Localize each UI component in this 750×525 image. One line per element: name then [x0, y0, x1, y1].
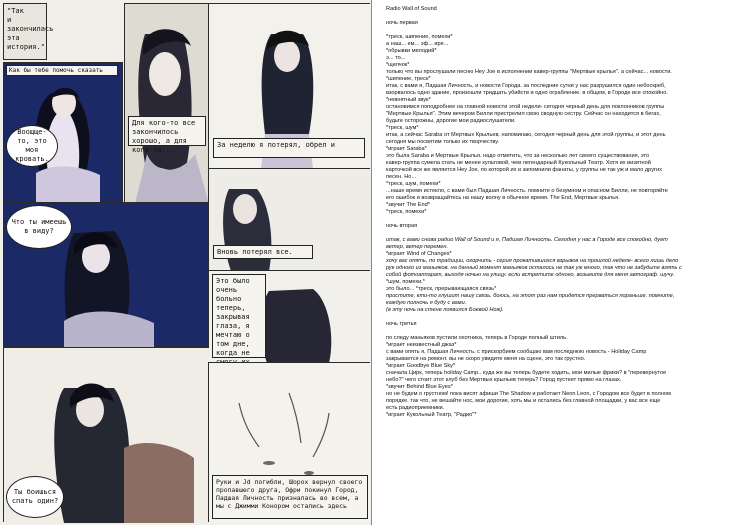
comic-panel-3: [124, 3, 208, 203]
transcript-line: *играет Кукольный Театр, "Радио"*: [386, 412, 477, 418]
transcript-line: его ошибок и возвращайтесь на нашу волну в обычное время. The End, Мертвые крылья.: [386, 195, 620, 201]
transcript-line: *звучит The End*: [386, 202, 430, 208]
transcript-line: собой фотоаппарат, выходя ночью на улицу. если встретите одного, возьмите для меня автограф. шучу.: [386, 272, 675, 278]
transcript-line: это была Saraba и Мертвые Крылья. надо отметить, что за несколько лет своего существования, это: [386, 153, 650, 159]
comic-panel-5: [3, 202, 208, 347]
transcript-line: сегодня мы посвятим только их творчеству.: [386, 139, 500, 145]
transcript-line: песен. Но...: [386, 174, 417, 180]
transcript-line: это было... *треск, прерывающаяся связь*: [386, 286, 497, 292]
transcript-line: но не будем о грустном! пока висят афиши The Shadow и работает Neon Leon, с Городом все будет в полном: [386, 391, 671, 397]
transcript-line: *играет Goodbye Blue Sky*: [386, 363, 456, 369]
comic-panel-2: [3, 62, 123, 202]
comic-panel-6: [208, 168, 370, 270]
transcript-line: будьте осторожны, дорогие мои радиослушатели.: [386, 118, 516, 124]
transcript-line: порядке. так что, не вешайте нос, мои дорогие, хоть мы и остались без главной площадки, у вас все еще: [386, 398, 661, 404]
transcript-line: ночь первая: [386, 20, 418, 26]
comic-panel-9: [208, 362, 370, 522]
transcript-line: *шум, помехи.*: [386, 279, 425, 285]
comic-panel-4: [208, 3, 370, 168]
blank-line: [386, 27, 742, 34]
transcript-line: *играет неизвестный джаз*: [386, 342, 457, 348]
blank-line: [386, 230, 742, 237]
comic-caption-8: Это было очень больно теперь, закрывая глаза, я мечтаю о том дне, когда не: [212, 274, 266, 358]
transcript-line: остановимся поподробнее на главной новости этой недели- сегодня черный день для поклонников группы: [386, 104, 665, 110]
blank-line: [386, 328, 742, 335]
comic-panel-8: [3, 347, 208, 522]
transcript-line: ночь третья: [386, 321, 417, 327]
comic-bubble-9: Ты боишься спать один?: [6, 476, 64, 518]
comic-caption-1: "Так и закончилась эта история.": [7, 7, 54, 51]
transcript-line: небо?" чего стоит этот клуб без Мертвых крыльев теперь? Город пустеет прямо на глазах.: [386, 377, 622, 383]
transcript-line: "Мертвые Крылья". Этим вечером Билли пристрелил свою сводную сестру. Сейчас он находится в бегах,: [386, 111, 661, 117]
transcript-line: закрывается на ремонт. вы не скоро увидите меня на сцене, это так грустно.: [386, 356, 586, 362]
transcript-line: *шипение, треск*: [386, 76, 431, 82]
transcript-line: рук одного из маньяков. на данный момент маньяков осталось не так уж много, так что не забудьте взять с: [386, 265, 682, 271]
blank-line: [386, 13, 742, 20]
comic-caption-5: За неделю я потерял, обрел и: [213, 138, 365, 158]
transcript-line: *звучит Behind Blue Eyes*: [386, 384, 453, 390]
transcript-line: *треск, шум*: [386, 125, 419, 131]
transcript-line: *щелчок*: [386, 62, 410, 68]
transcript-line: ...наше время истекло, с вами был Падшая Личность. помните о безумном и опасном Билли, не повторяйте: [386, 188, 668, 194]
comic-panel-7: [208, 270, 370, 362]
transcript-line: *треск, шипение, помехи*: [386, 34, 453, 40]
transcript-line: *треск, помехи*: [386, 209, 427, 215]
transcript-line: простите, кто-то глушит нашу связь. боюсь, на этот раз нам придется прерваться пораньше. помните,: [386, 293, 675, 299]
transcript-line: кавер-группа сумела стать не менее культовой, чем легендарный Кукольный Театр. Хотя их визитной: [386, 160, 651, 166]
comic-panel-1: [3, 3, 54, 60]
transcript-line: сначала Цирк, теперь holiday Camp.. куда же вы теперь будете ходить, мои милые фрики? в "перевернутое: [386, 370, 667, 376]
radio-transcript-page: [372, 0, 750, 525]
transcript-line: а наш... ем... эф... ире...: [386, 41, 449, 47]
transcript-line: только что вы прослушали песню Hey Joe в исполнении кавер-группы "Мертвые крылья". а сейчас... новости.: [386, 69, 672, 75]
transcript-line: Radio Wall of Sound: [386, 6, 437, 12]
blank-line: [386, 314, 742, 321]
transcript-line: итак, с вами снова радио Wall of Sound и я, Падшая Личность. Сегодня у нас в Городе все спокойно, дует: [386, 237, 668, 243]
transcript-line: *обрывки мелодий*: [386, 48, 437, 54]
transcript-line: *невнятный звук*: [386, 97, 431, 103]
transcript-line: есть радиоприемники.: [386, 405, 445, 411]
transcript-line: с вами опять я, Падшая Личность. с прискорбием сообщаю вам последнюю новость - Holiday Camp: [386, 349, 647, 355]
comic-page: [0, 0, 372, 525]
transcript-line: взорвалось одно здание, произошли тридцать убийств и одно ограбление. в общем, в Городе все спокойно.: [386, 90, 668, 96]
transcript-line: *треск, шум, помехи*: [386, 181, 441, 187]
transcript-line: карточкой все же является Hey Joe, по которой их и запомнили фанаты, у группы не так уж и мало других: [386, 167, 662, 173]
transcript-line: *играет Saraba*: [386, 146, 427, 152]
transcript-line: хочу вас опять, по традиции, огорчить - серия прокатившихся взрывов на прошлой неделе- всего лишь дело: [386, 258, 679, 264]
transcript-line: итак, а сейчас Saraba от Мертвых Крыльев. напоминаю, сегодня черный день для этой группы, и этот день: [386, 132, 666, 138]
comic-caption-2: Как бы тебе помочь сказать: [6, 65, 118, 76]
transcript-line: ветер, ветер перемен.: [386, 244, 449, 250]
comic-caption-4: Для кого-то все закончилось хорошо, а для кого-то...: [128, 116, 206, 146]
comic-bubble-6: Что ты имеешь в виду?: [6, 205, 72, 249]
transcript-line: *играет Wind of Changes*: [386, 251, 452, 257]
blank-line: [386, 216, 742, 223]
transcript-line: по следу маньяков пустили охотника, теперь в Городе полный штиль.: [386, 335, 568, 341]
transcript-line: ночь вторая: [386, 223, 418, 229]
character-closeup-illustration: [125, 4, 209, 204]
transcript-line: итак, с вами я, Падшая Личность, и новости Города. за последние сутки у нас разрушился один небоскреб,: [386, 83, 666, 89]
comic-caption-10: Руки и Jd погибли, Шорох вернул своего пропавшего друга, Офри покинул Город, Падшая Личность призналась во всем, а мы с Джимми Конором остались здесь: [212, 475, 368, 519]
comic-bubble-3: Воощще-то, это моя кровать.: [6, 125, 58, 167]
transcript-line: э... то...: [386, 55, 406, 61]
transcript-line: каждую полночь я буду с вами.: [386, 300, 467, 306]
comic-caption-7: Вновь потерял все.: [213, 245, 313, 259]
transcript-line: (в эту ночь на стене появился Боевой Нож).: [386, 307, 504, 313]
